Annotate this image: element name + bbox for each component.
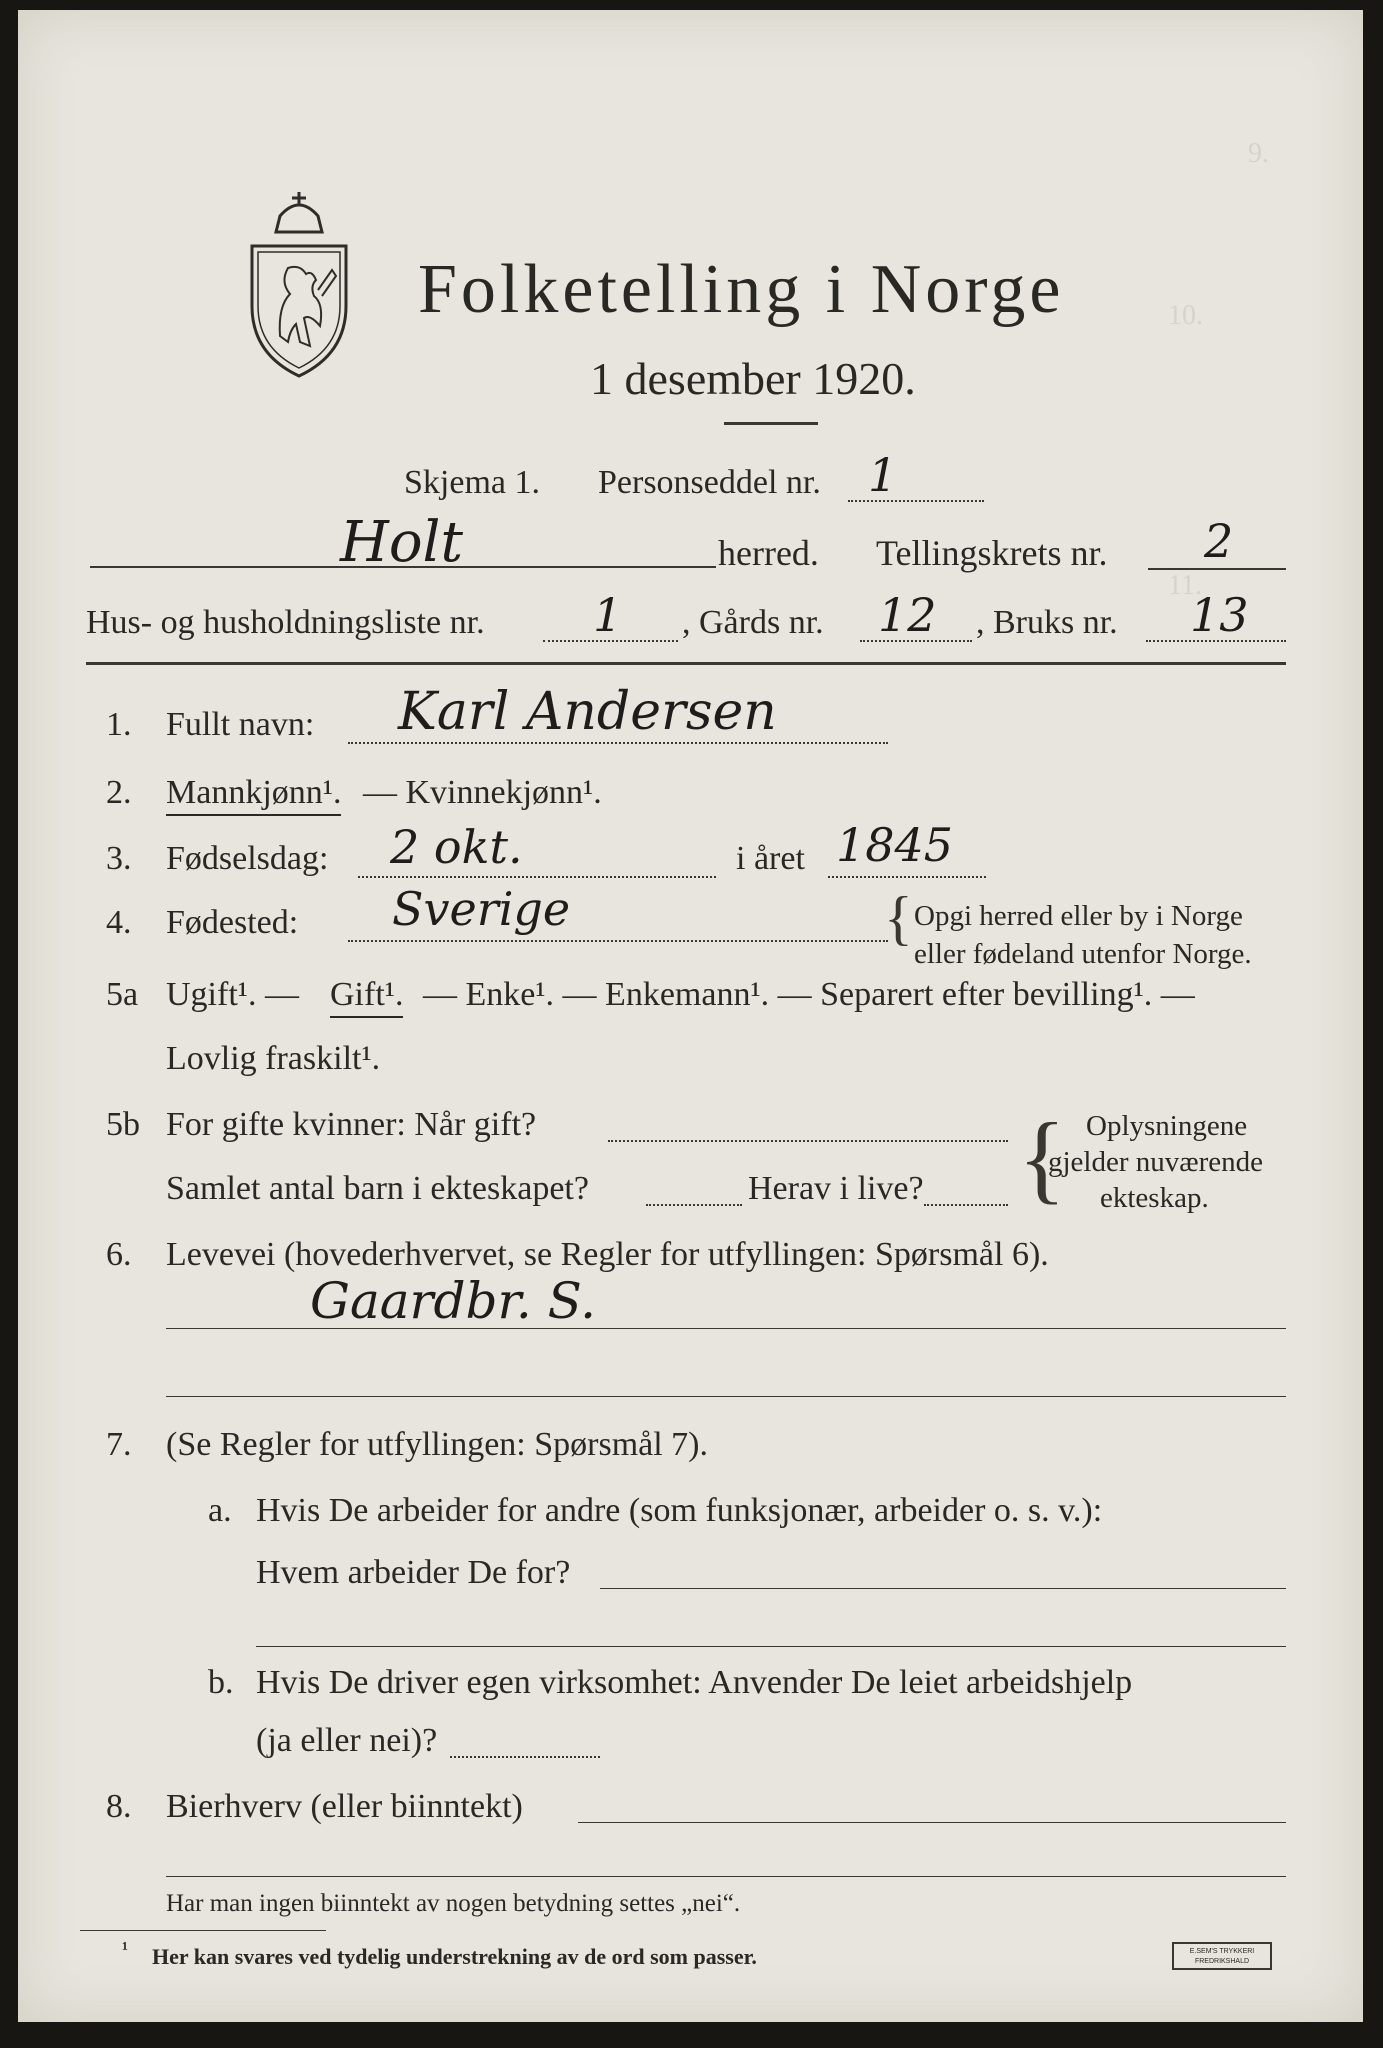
- full-name-value: Karl Andersen: [398, 682, 777, 742]
- marriage-note-3: ekteskap.: [1100, 1182, 1209, 1214]
- marital-unmarried-option[interactable]: Ugift¹. —: [166, 976, 299, 1013]
- skjema-label: Skjema 1.: [404, 464, 540, 501]
- birthyear-value: 1845: [836, 818, 954, 872]
- children-alive-field[interactable]: [924, 1204, 1008, 1206]
- birthdate-value: 2 okt.: [390, 820, 523, 874]
- children-count-field[interactable]: [646, 1204, 742, 1206]
- printer-stamp-line-2: FREDRIKSHALD: [1194, 1958, 1250, 1965]
- census-form-page: [18, 10, 1363, 2022]
- birthyear-label: i året: [736, 840, 805, 877]
- q7b-number: b.: [208, 1664, 234, 1701]
- q8-number: 8.: [106, 1788, 132, 1825]
- full-name-field[interactable]: [348, 742, 888, 744]
- bleed-through-text: 11.: [1168, 570, 1202, 601]
- herred-value: Holt: [340, 510, 463, 575]
- birthplace-brace: {: [884, 885, 913, 951]
- form-title: Folketelling i Norge: [418, 251, 1065, 328]
- hired-help-field[interactable]: [450, 1756, 600, 1758]
- footnote-mark: ¹: [122, 1938, 128, 1960]
- header-separator: [86, 662, 1286, 665]
- tellingskrets-field[interactable]: [1148, 568, 1286, 570]
- q7a-number: a.: [208, 1492, 232, 1529]
- occupation-field-line-2[interactable]: [166, 1396, 1286, 1397]
- tellingskrets-value: 2: [1204, 514, 1234, 568]
- q7a-employer-label: Hvem arbeider De for?: [256, 1554, 571, 1591]
- q3-number: 3.: [106, 840, 132, 877]
- tellingskrets-label: Tellingskrets nr.: [876, 533, 1108, 573]
- bruks-label: , Bruks nr.: [976, 604, 1118, 641]
- q6-number: 6.: [106, 1236, 132, 1273]
- employer-field[interactable]: [600, 1588, 1286, 1589]
- birthplace-note-2: eller fødeland utenfor Norge.: [914, 938, 1252, 970]
- hus-label: Hus- og husholdningsliste nr.: [86, 604, 485, 641]
- q7a-question: Hvis De arbeider for andre (som funksjonær, arbeider o. s. v.):: [256, 1492, 1103, 1529]
- footnote-divider: [80, 1930, 326, 1931]
- q7-label: (Se Regler for utfyllingen: Spørsmål 7).: [166, 1426, 709, 1463]
- gards-label: , Gårds nr.: [682, 604, 824, 641]
- q2-number: 2.: [106, 774, 132, 811]
- bleed-through-text: 10.: [1168, 300, 1203, 331]
- marital-divorced-option[interactable]: Lovlig fraskilt¹.: [166, 1040, 381, 1077]
- sex-female-option[interactable]: — Kvinnekjønn¹.: [363, 774, 602, 811]
- sex-male-option[interactable]: Mannkjønn¹.: [166, 774, 341, 816]
- marriage-note-brace: {: [1018, 1102, 1066, 1213]
- q5b-number: 5b: [106, 1106, 140, 1143]
- printer-stamp: [1172, 1942, 1272, 1970]
- occupation-value: Gaardbr. S.: [310, 1272, 597, 1330]
- side-income-field-line-2[interactable]: [166, 1876, 1286, 1877]
- side-income-field[interactable]: [578, 1822, 1286, 1823]
- norway-coat-of-arms-icon: [240, 186, 358, 386]
- q5b-alive-label: Herav i live?: [748, 1170, 924, 1207]
- birthplace-field[interactable]: [348, 940, 888, 942]
- q1-number: 1.: [106, 706, 132, 743]
- marriage-note-1: Oplysningene: [1086, 1110, 1248, 1142]
- q4-label: Fødested:: [166, 904, 299, 941]
- form-date: 1 desember 1920.: [590, 353, 916, 404]
- personseddel-label: Personseddel nr.: [598, 464, 821, 501]
- hus-value: 1: [593, 588, 623, 642]
- employer-field-line-2[interactable]: [256, 1646, 1286, 1647]
- q5b-children-label: Samlet antal barn i ekteskapet?: [166, 1170, 589, 1207]
- marriage-note-2: gjelder nuværende: [1048, 1146, 1264, 1178]
- q5b-when-married-label: For gifte kvinner: Når gift?: [166, 1106, 537, 1143]
- herred-label: herred.: [718, 533, 819, 573]
- q6-label: Levevei (hovederhvervet, se Regler for utfyllingen: Spørsmål 6).: [166, 1236, 1049, 1273]
- birthyear-field[interactable]: [828, 876, 986, 878]
- marital-other-options[interactable]: — Enke¹. — Enkemann¹. — Separert efter bevilling¹. —: [423, 976, 1195, 1013]
- birthplace-note-1: Opgi herred eller by i Norge: [914, 900, 1243, 932]
- printer-stamp-line-1: E.SEM'S TRYKKERI: [1189, 1948, 1255, 1955]
- bruks-value: 13: [1190, 588, 1249, 642]
- q3-label: Fødselsdag:: [166, 840, 329, 877]
- gards-value: 12: [878, 588, 937, 642]
- side-income-note: Har man ingen biinntekt av nogen betydning settes „nei“.: [166, 1890, 741, 1917]
- q5a-number: 5a: [106, 976, 139, 1013]
- personseddel-value: 1: [868, 448, 898, 502]
- birthplace-value: Sverige: [392, 882, 571, 936]
- q8-label: Bierhverv (eller biinntekt): [166, 1788, 523, 1825]
- marital-married-option[interactable]: Gift¹.: [330, 976, 403, 1018]
- when-married-field[interactable]: [608, 1140, 1008, 1142]
- footnote-text: Her kan svares ved tydelig understrekning av de ord som passer.: [152, 1944, 757, 1969]
- birthdate-field[interactable]: [358, 876, 716, 878]
- q1-label: Fullt navn:: [166, 706, 315, 743]
- q7-number: 7.: [106, 1426, 132, 1463]
- title-divider: [724, 422, 818, 425]
- q7b-answer-label: (ja eller nei)?: [256, 1722, 438, 1759]
- q4-number: 4.: [106, 904, 132, 941]
- bleed-through-text: 9.: [1248, 138, 1269, 169]
- q7b-question: Hvis De driver egen virksomhet: Anvender De leiet arbeidshjelp: [256, 1664, 1133, 1701]
